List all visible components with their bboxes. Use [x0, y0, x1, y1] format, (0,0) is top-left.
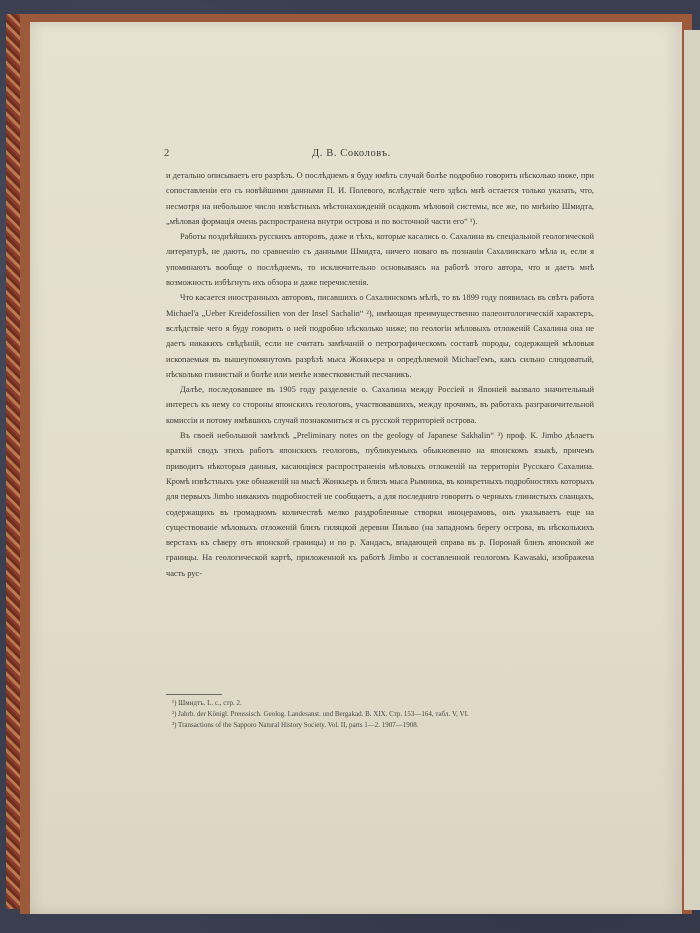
paragraph: Далѣе, последовавшее въ 1905 году разделеніе о. Сахалина между Россіей и Японіей вызвало значительный интересъ къ нему со стороны японскихъ геологовъ, участвовавшихъ, между прочимъ, въ работахъ разграничительной комиссіи и потому имѣвшихъ случай познакомиться и съ русской территоріей острова.	[166, 385, 594, 425]
running-title: Д. В. Соколовъ.	[312, 148, 391, 159]
paragraph: Что касается иностранныхъ авторовъ, писавшихъ о Сахалинскомъ мѣлѣ, то въ 1899 году появилась въ свѣтъ работа Michael'а „Ueber Kreidefossilien von der Insel Sachalin“ ²), имѣющая преимущественно палеонтологическій характеръ, вслѣдствіе чего я буду говорить о ней подробно нѣсколько ниже; по геологіи мѣловыхъ отложеній Сахалина она не даетъ никакихъ свѣдѣній, если не считать замѣчаній о петрографическомъ составѣ породы, содержащей мѣловыя ископаемыя въ вышеупомянутомъ разрѣзѣ мыса Жонкьера и опредѣляемой Michael'емъ, какъ сильно слюдоватый, нѣсколько глинистый и болѣе или менѣе известковистый песчаникъ.	[166, 293, 594, 379]
footnote: ³) Transactions of the Sapporo Natural History Society. Vol. II, parts 1—2. 1907—1908.	[172, 720, 419, 729]
paragraph: Работы позднѣйшихъ русскихъ авторовъ, даже и тѣхъ, которые касались о. Сахалина въ спеціальной геологической литературѣ, не даютъ, по сравненію съ данными Шмидта, ничего новаго въ познаніи Сахалинскаго мѣла и, если я упоминаютъ вообще о послѣднемъ, то исключительно основываясь на работѣ этого автора, что и даетъ мнѣ возможность избѣгнуть ихъ обзора и даже перечисленія.	[166, 232, 594, 288]
page-number: 2	[164, 148, 170, 159]
running-header	[164, 148, 584, 164]
paragraph: Въ своей небольшой замѣткѣ „Preliminary notes on the geology of Japanese Sakhalin“ ³) проф. К. Jimbo дѣлаетъ краткій сводъ этихъ работъ японскихъ геологовъ, публикуемыхъ обыкновенно на японскомъ языкѣ, причемъ приводитъ нѣкоторыя данныя, касающіяся распространенія мѣловыхъ отложеній на территоріи Русскаго Сахалина. Кромѣ извѣстныхъ уже обнаженій на мысѣ Жонкьеръ и близъ мыса Рымника, въ конкретныхъ подробностяхъ которыхъ для первыхъ Jimbo никакихъ подробностей не сообщаетъ, а для последняго говоритъ о черныхъ глинистыхъ сланцахъ, содержащихъ въ громадномъ количествѣ мелко раздробленные створки иноцерамовъ, онъ указываетъ еще на существованіе мѣловыхъ отложеній близъ гиляцкой деревни Пильво (на западномъ берегу острова, въ нѣсколькихъ верстахъ къ сѣверу отъ японской границы) и по р. Хандасъ, впадающей справа въ р. Поронай близъ японской же границы. На геологической картѣ, приложенной къ работѣ Jimbo и составленной геологомъ Kawasaki, изображена часть рус-	[166, 431, 594, 578]
footnote: ¹) Шмидтъ. L. c., стр. 2.	[172, 699, 242, 707]
next-page-edge	[684, 30, 700, 910]
paragraph: и детально описываетъ его разрѣзъ. О послѣднемъ я буду имѣть случай болѣе подробно говорить нѣсколько ниже, при сопоставленіи его съ новѣйшими данными П. И. Полевого, вслѣдствіе чего здѣсь мнѣ остается только указать, что, несмотря на небольшое число извѣстныхъ мѣстонахожденій осадковъ мѣловой системы, все же, по мнѣнію Шмидта, „мѣловая формація очень распространена внутри острова и по восточной части его“ ¹).	[166, 171, 594, 226]
body-text	[166, 168, 594, 581]
footnotes	[172, 698, 592, 730]
footnote: ²) Jahrb. der Königl. Preussisch. Geolog. Landesanst. und Bergakad. B. XIX. Стр. 153—164, табл. V, VI.	[172, 709, 469, 718]
footnote-divider	[166, 694, 222, 695]
